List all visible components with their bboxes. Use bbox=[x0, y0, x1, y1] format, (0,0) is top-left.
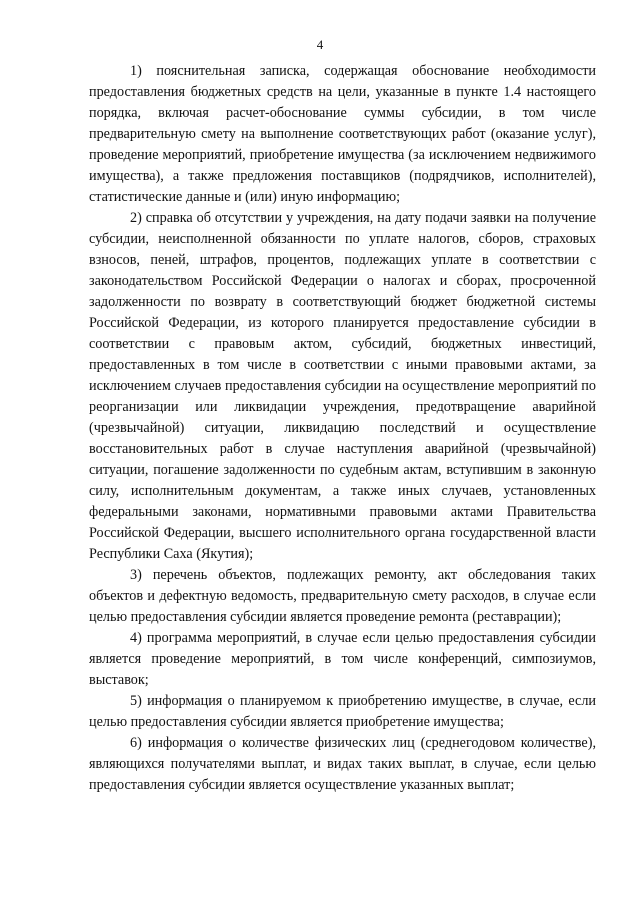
list-item-6-payments-information: 6) информация о количестве физических лиц (среднегодовом количестве), являющихся получателями выплат, и видах таких выплат, в случае, если целью предоставления субсидии является осуществление указанных выплат; bbox=[89, 735, 596, 793]
list-item-5-property-information: 5) информация о планируемом к приобретению имуществе, в случае, если целью предоставления субсидии является приобретение имущества; bbox=[89, 693, 596, 730]
page-number: 4 bbox=[316, 37, 324, 52]
list-item-3-repair-objects-list: 3) перечень объектов, подлежащих ремонту, акт обследования таких объектов и дефектную ведомость, предварительную смету расходов, в случае если целью предоставления субсидии является проведение ремонта (реставрации); bbox=[89, 567, 596, 625]
list-item-4-events-program: 4) программа мероприятий, в случае если целью предоставления субсидии является проведение мероприятий, в том числе конференций, симпозиумов, выставок; bbox=[89, 630, 596, 688]
list-item-1-explanatory-note: 1) пояснительная записка, содержащая обоснование необходимости предоставления бюджетных средств на цели, указанные в пункте 1.4 настоящего порядка, включая расчет-обоснование суммы субсидии, в том числе предварительную смету на выполнение соответствующих работ (оказание услуг), проведение мероприятий, приобретение имущества (за исключением недвижимого имущества), а также предложения поставщиков (подрядчиков, исполнителей), статистические данные и (или) иную информацию; bbox=[89, 63, 596, 205]
document-body bbox=[89, 61, 596, 796]
list-item-2-certificate-of-no-debt: 2) справка об отсутствии у учреждения, на дату подачи заявки на получение субсидии, неисполненной обязанности по уплате налогов, сборов, страховых взносов, пеней, штрафов, процентов, подлежащих уплате в соответствии с законодательством Российской Федерации о налогах и сборах, просроченной задолженности по возврату в соответствующий бюджет бюджетной системы Российской Федерации, из которого планируется предоставление субсидии в соответствии с правовым актом, субсидий, бюджетных инвестиций, предоставленных в том числе в соответствии с иными правовыми актами, за исключением случаев предоставления субсидии на осуществление мероприятий по реорганизации или ликвидации учреждения, предотвращение аварийной (чрезвычайной) ситуации, ликвидацию последствий и осуществление восстановительных работ в случае наступления аварийной (чрезвычайной) ситуации, погашение задолженности по судебным актам, вступившим в законную силу, исполнительным документам, а также иных случаев, установленных федеральными законами, нормативными правовыми актами Правительства Российской Федерации, высшего исполнительного органа государственной власти Республики Саха (Якутия); bbox=[89, 210, 596, 562]
